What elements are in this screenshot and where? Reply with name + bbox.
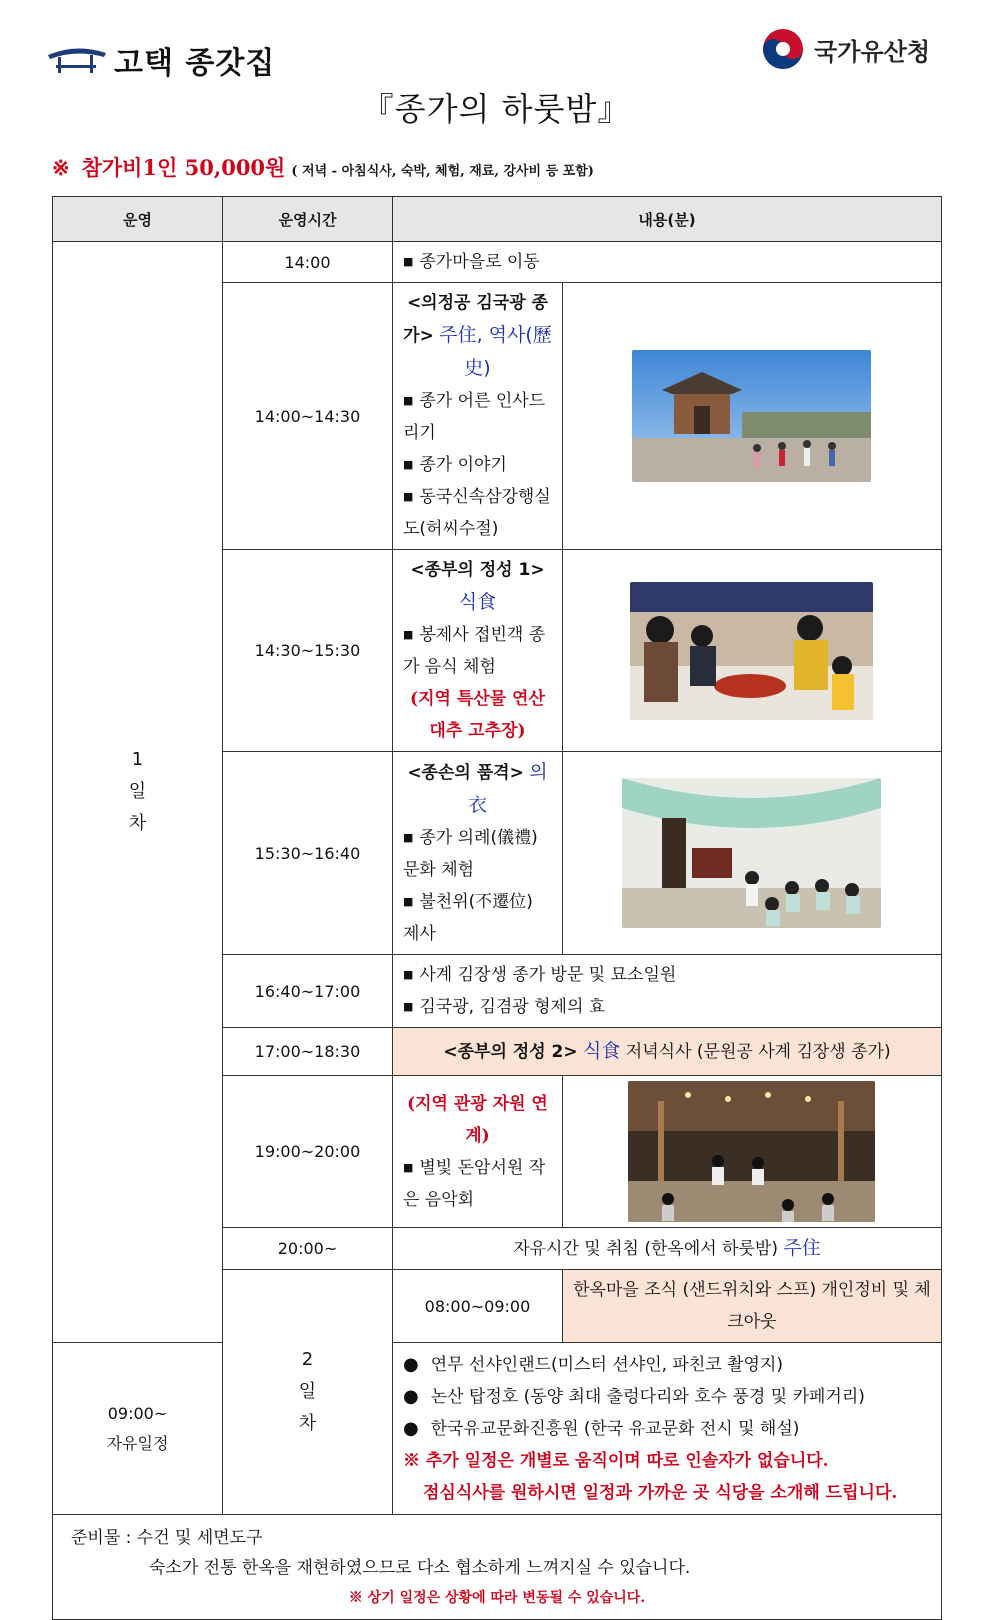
row-time: 17:00~18:30 — [222, 1028, 392, 1076]
row-line: 별빛 돈암서원 작은 음악회 — [402, 1157, 546, 1210]
fee-amount: 참가비1인 50,000원 — [81, 155, 286, 180]
fee-line — [52, 152, 594, 182]
row-line: 한국유교문화진흥원 (한국 유교문화 전시 및 해설) — [430, 1418, 800, 1439]
heritage-agency-logo — [762, 28, 930, 70]
row-line: 동국신속삼강행실도(허씨수절) — [402, 487, 551, 539]
row-line: 사계 김장생 종가 방문 및 묘소일원 — [419, 965, 677, 985]
schedule-table — [52, 196, 942, 1620]
header-operation: 운영 — [53, 197, 223, 242]
row-line: 불천위(不遷位) 제사 — [402, 892, 533, 944]
notes-cell — [53, 1515, 942, 1620]
logo-right-text: 국가유산청 — [814, 37, 930, 66]
photo-ritual — [622, 778, 881, 928]
row-content: ■ 사계 김장생 종가 방문 및 묘소일원 ■ 김국광, 김겸광 형제의 효 — [392, 955, 941, 1028]
taegeuk-emblem-icon — [762, 28, 804, 70]
fee-mark: ※ — [52, 155, 70, 180]
gotaek-logo — [46, 38, 275, 82]
hanok-roof-icon — [46, 43, 108, 77]
row-notice: ※ 추가 일정은 개별로 움직이며 따로 인솔자가 없습니다. — [402, 1450, 829, 1471]
row-time: 09:00~ 자유일정 — [53, 1343, 223, 1515]
header-content: 내용(분) — [392, 197, 941, 242]
row-content: <종부의 정성 1> 식食 ■ 봉제사 접빈객 종가 음식 체험 (지역 특산물 연산 대추 고추장) — [392, 550, 562, 752]
table-header-row — [53, 197, 942, 242]
photo-cooking — [630, 582, 873, 720]
row-heading-tag: 의衣 — [467, 761, 548, 816]
page-title: 『종가의 하룻밤』 — [361, 90, 631, 128]
row-content: <종손의 품격> 의衣 ■ 종가 의례(儀禮)문화 체험 ■ 불천위(不遷位) 제사 — [392, 752, 562, 955]
fee-detail: ( 저녁 - 아침식사, 숙박, 체험, 재료, 강사비 등 포함) — [291, 164, 594, 179]
photo-gate — [632, 350, 871, 482]
change-warning: ※ 상기 일정은 상황에 따라 변동될 수 있습니다. — [348, 1590, 646, 1606]
row-line: 연무 선샤인랜드(미스터 션샤인, 파친코 촬영지) — [430, 1354, 783, 1375]
row-line: 종가 의례(儀禮)문화 체험 — [402, 828, 538, 880]
photo-cell — [562, 752, 941, 955]
row-time: 14:00~14:30 — [222, 283, 392, 550]
row-content: (지역 관광 자원 연계) ■ 별빛 돈암서원 작은 음악회 — [392, 1076, 562, 1228]
row-heading-tag: 주住, 역사(歷史) — [439, 324, 552, 379]
row-time: 15:30~16:40 — [222, 752, 392, 955]
row-line: 논산 탑정호 (동양 최대 출렁다리와 호수 풍경 및 카페거리) — [430, 1386, 865, 1407]
row-content: <의정공 김국광 종가> 주住, 역사(歷史) ■ 종가 어른 인사드리기 ■ 종가 이야기 ■ 동국신속삼강행실도(허씨수절) — [392, 283, 562, 550]
row-line: 봉제사 접빈객 종가 음식 체험 — [402, 625, 546, 677]
day1-label: 1 일 차 — [53, 242, 223, 1343]
row-heading: <종손의 품격> — [407, 763, 524, 783]
table-row — [53, 242, 942, 283]
row-content — [392, 1028, 941, 1076]
row-highlight: (지역 관광 자원 연계) — [407, 1093, 548, 1146]
row-time: 20:00~ — [222, 1228, 392, 1270]
row-line: 종가 이야기 — [419, 455, 507, 475]
row-heading-tail: 저녁식사 (문원공 사계 김장생 종가) — [625, 1042, 891, 1062]
row-text: 한옥마을 조식 (샌드위치와 스프) 개인정비 및 체크아웃 — [573, 1280, 931, 1332]
notes-row — [53, 1515, 942, 1620]
row-time: 14:30~15:30 — [222, 550, 392, 752]
row-heading: <의정공 김국광 종가> — [403, 293, 548, 346]
header-time: 운영시간 — [222, 197, 392, 242]
photo-concert — [628, 1081, 875, 1222]
row-highlight: (지역 특산물 연산 대추 고추장) — [410, 689, 545, 741]
row-notice: 점심식사를 원하시면 일정과 가까운 곳 식당을 소개해 드립니다. — [422, 1482, 898, 1503]
row-time: 14:00 — [222, 242, 392, 283]
row-content: ■ 종가마을로 이동 — [392, 242, 941, 283]
row-heading: <종부의 정성 1> — [410, 560, 545, 580]
row-time: 19:00~20:00 — [222, 1076, 392, 1228]
row-time: 16:40~17:00 — [222, 955, 392, 1028]
row-line: 종가마을로 이동 — [419, 252, 540, 272]
row-text: 자유시간 및 취침 (한옥에서 하룻밤) — [513, 1239, 778, 1259]
prep-items: 준비물 : 수건 및 세면도구 — [71, 1528, 263, 1548]
lodging-note: 숙소가 전통 한옥을 재현하였으므로 다소 협소하게 느껴지실 수 있습니다. — [149, 1558, 691, 1578]
row-text-tag: 주住 — [783, 1237, 821, 1259]
photo-cell — [562, 550, 941, 752]
row-content — [562, 1270, 941, 1343]
row-content: ● 연무 선샤인랜드(미스터 션샤인, 파친코 촬영지) ● 논산 탑정호 (동양 최대 출렁다리와 호수 풍경 및 카페거리) ● 한국유교문화진흥원 (한국 유교문화 전시 및 해설) ※ 추가 일정은 개별로 움직이며 따로 인솔자가 없습니다. 점심식사를 원하시면 일정과 가까운 곳 식당을 소개해 드립니다. — [392, 1343, 941, 1515]
logo-left-text: 고택 종갓집 — [114, 46, 276, 81]
day2-label: 2 일 차 — [222, 1270, 392, 1515]
row-line: 종가 어른 인사드리기 — [402, 391, 546, 443]
table-row — [53, 1343, 942, 1515]
row-heading-tag: 식食 — [458, 591, 497, 613]
row-content — [392, 1228, 941, 1270]
row-time: 08:00~09:00 — [392, 1270, 562, 1343]
photo-cell — [562, 283, 941, 550]
photo-cell — [562, 1076, 941, 1228]
row-line: 김국광, 김겸광 형제의 효 — [419, 997, 606, 1017]
row-heading-tag: 식食 — [583, 1040, 621, 1062]
row-heading: <종부의 정성 2> — [443, 1042, 578, 1062]
